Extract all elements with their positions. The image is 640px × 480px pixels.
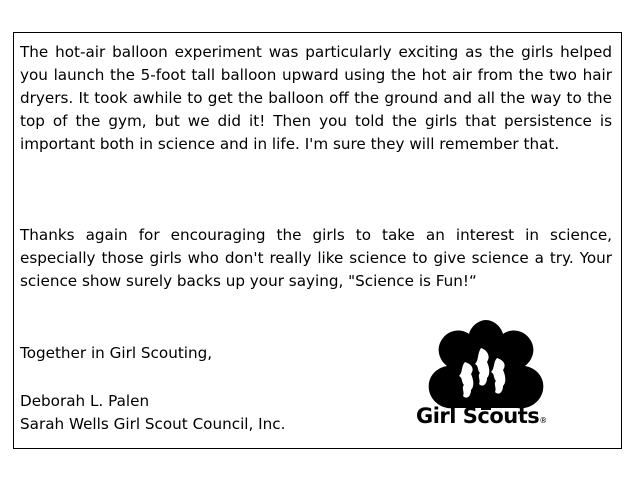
girl-scouts-trefoil-icon	[421, 318, 551, 410]
signature-name: Deborah L. Palen	[20, 392, 150, 410]
girl-scouts-logo-text: Girl Scouts®	[416, 404, 547, 428]
closing-line: Together in Girl Scouting,	[20, 344, 213, 362]
paragraph-thanks: Thanks again for encouraging the girls to take an interest in science, especially those girls who don't really like science to give science a try. Your science show surely backs up your saying, "Science is Fun!“	[20, 226, 612, 290]
paragraph-balloon-experiment: The hot-air balloon experiment was particularly exciting as the girls helped you launch the 5-foot tall balloon upward using the hot air from the two hair dryers. It took awhile to get the balloon off the ground and all the way to the top of the gym, but we did it! Then you told the girls that persistence is important both in science and in life. I'm sure they will remember that.	[20, 43, 612, 153]
signature-organization: Sarah Wells Girl Scout Council, Inc.	[20, 415, 286, 433]
